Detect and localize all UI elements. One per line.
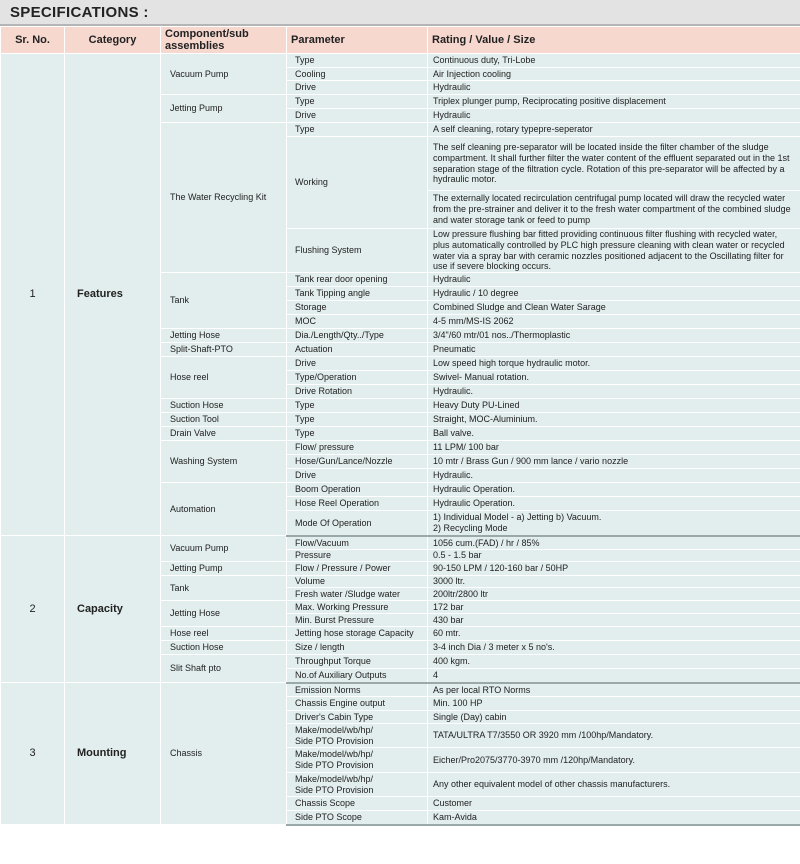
component-cell: Hose reel: [161, 627, 287, 641]
rating-cell: Straight, MOC-Aluminium.: [428, 413, 800, 427]
rating-cell: 430 bar: [428, 614, 800, 627]
component-cell: Suction Hose: [161, 641, 287, 655]
sr-no-cell: 3: [1, 683, 65, 825]
parameter-line: Side PTO Provision: [295, 784, 374, 795]
parameter-cell: [287, 773, 428, 797]
component-cell: Chassis: [161, 683, 287, 825]
parameter-cell: Type/Operation: [287, 371, 428, 385]
rating-line: 1) Individual Model - a) Jetting b) Vacuum.: [433, 512, 602, 523]
parameter-cell: MOC: [287, 315, 428, 329]
parameter-line: Side PTO Provision: [295, 760, 374, 771]
component-cell: The Water Recycling Kit: [161, 123, 287, 273]
parameter-cell: Chassis Scope: [287, 797, 428, 811]
parameter-cell: Working: [287, 137, 428, 229]
parameter-cell: Volume: [287, 576, 428, 588]
rating-cell: Eicher/Pro2075/3770-3970 mm /120hp/Mandatory.: [428, 748, 800, 773]
rating-cell: Hydraulic: [428, 81, 800, 95]
rating-cell: Hydraulic / 10 degree: [428, 287, 800, 301]
component-cell: Jetting Pump: [161, 95, 287, 123]
table-row: [1, 54, 800, 68]
parameter-line: Make/model/wb/hp/: [295, 724, 374, 735]
parameter-cell: Tank rear door opening: [287, 273, 428, 287]
parameter-cell: Boom Operation: [287, 483, 428, 497]
rating-cell: Min. 100 HP: [428, 697, 800, 711]
parameter-cell: Dia./Length/Qty../Type: [287, 329, 428, 343]
parameter-cell: Mode Of Operation: [287, 511, 428, 536]
parameter-cell: [287, 748, 428, 773]
parameter-cell: Fresh water /Sludge water: [287, 588, 428, 601]
header-component: Component/sub assemblies: [161, 27, 287, 54]
parameter-cell: [287, 724, 428, 748]
rating-cell: 1056 cum.(FAD) / hr / 85%: [428, 536, 800, 550]
specifications-table: [0, 26, 800, 826]
parameter-line: Make/model/wb/hp/: [295, 749, 374, 760]
rating-cell: 3000 ltr.: [428, 576, 800, 588]
component-cell: Jetting Pump: [161, 562, 287, 576]
rating-cell: Ball valve.: [428, 427, 800, 441]
rating-cell: 11 LPM/ 100 bar: [428, 441, 800, 455]
rating-cell: As per local RTO Norms: [428, 683, 800, 697]
category-cell: Features: [65, 54, 161, 536]
parameter-cell: Emission Norms: [287, 683, 428, 697]
rating-cell: Hydraulic.: [428, 385, 800, 399]
parameter-cell: Min. Burst Pressure: [287, 614, 428, 627]
rating-cell: 10 mtr / Brass Gun / 900 mm lance / vario nozzle: [428, 455, 800, 469]
rating-cell: 4-5 mm/MS-IS 2062: [428, 315, 800, 329]
component-cell: Drain Valve: [161, 427, 287, 441]
parameter-cell: Max. Working Pressure: [287, 601, 428, 614]
parameter-cell: Flow / Pressure / Power: [287, 562, 428, 576]
parameter-cell: Drive: [287, 357, 428, 371]
rating-cell: 3/4"/60 mtr/01 nos../Thermoplastic: [428, 329, 800, 343]
rating-cell: 4: [428, 669, 800, 683]
parameter-cell: Type: [287, 95, 428, 109]
sr-no-cell: 1: [1, 54, 65, 536]
sr-no-cell: 2: [1, 536, 65, 683]
parameter-cell: Chassis Engine output: [287, 697, 428, 711]
rating-cell: Hydraulic: [428, 273, 800, 287]
component-cell: Hose reel: [161, 357, 287, 399]
rating-cell: Swivel- Manual rotation.: [428, 371, 800, 385]
component-cell: Jetting Hose: [161, 601, 287, 627]
category-cell: Mounting: [65, 683, 161, 825]
rating-cell: 3-4 inch Dia / 3 meter x 5 no's.: [428, 641, 800, 655]
parameter-cell: Pressure: [287, 550, 428, 562]
parameter-cell: Tank Tipping angle: [287, 287, 428, 301]
rating-cell: Customer: [428, 797, 800, 811]
rating-cell: The self cleaning pre-separator will be located inside the filter chamber of the sludge compartment. It shall further filter the water content of the effluent separated out in the 1st separation stage of the filtration cycle. Rotation of this pre-separator will be affected by a hydraulic motor.: [428, 137, 800, 191]
parameter-cell: Drive: [287, 81, 428, 95]
rating-cell: 0.5 - 1.5 bar: [428, 550, 800, 562]
rating-cell: 60 mtr.: [428, 627, 800, 641]
parameter-cell: Actuation: [287, 343, 428, 357]
rating-line: 2) Recycling Mode: [433, 522, 508, 533]
parameter-cell: Flow/ pressure: [287, 441, 428, 455]
table-row: [1, 683, 800, 697]
component-cell: Tank: [161, 576, 287, 601]
parameter-cell: Flow/Vacuum: [287, 536, 428, 550]
rating-cell: Low speed high torque hydraulic motor.: [428, 357, 800, 371]
parameter-cell: Drive: [287, 109, 428, 123]
header-sr-no: Sr. No.: [1, 27, 65, 54]
parameter-cell: Size / length: [287, 641, 428, 655]
component-cell: Suction Hose: [161, 399, 287, 413]
component-cell: Vacuum Pump: [161, 536, 287, 562]
rating-cell: 200ltr/2800 ltr: [428, 588, 800, 601]
parameter-cell: Jetting hose storage Capacity: [287, 627, 428, 641]
parameter-cell: Cooling: [287, 68, 428, 81]
rating-cell: [428, 511, 800, 536]
header-rating: Rating / Value / Size: [428, 27, 800, 54]
rating-cell: Combined Sludge and Clean Water Sarage: [428, 301, 800, 315]
component-cell: Suction Tool: [161, 413, 287, 427]
parameter-cell: Flushing System: [287, 229, 428, 273]
rating-cell: Pneumatic: [428, 343, 800, 357]
component-cell: Washing System: [161, 441, 287, 483]
parameter-cell: No.of Auxiliary Outputs: [287, 669, 428, 683]
parameter-cell: Type: [287, 54, 428, 68]
parameter-cell: Hose Reel Operation: [287, 497, 428, 511]
component-cell: Automation: [161, 483, 287, 536]
parameter-cell: Driver's Cabin Type: [287, 711, 428, 724]
rating-cell: TATA/ULTRA T7/3550 OR 3920 mm /100hp/Mandatory.: [428, 724, 800, 748]
parameter-cell: Side PTO Scope: [287, 811, 428, 825]
rating-cell: Heavy Duty PU-Lined: [428, 399, 800, 413]
rating-cell: 400 kgm.: [428, 655, 800, 669]
parameter-cell: Drive: [287, 469, 428, 483]
parameter-line: Make/model/wb/hp/: [295, 773, 374, 784]
component-cell: Slit Shaft pto: [161, 655, 287, 683]
page-title: SPECIFICATIONS :: [0, 0, 800, 26]
rating-cell: A self cleaning, rotary typepre-seperator: [428, 123, 800, 137]
parameter-cell: Type: [287, 399, 428, 413]
header-parameter: Parameter: [287, 27, 428, 54]
rating-cell: Low pressure flushing bar fitted providing continuous filter flushing with recycled water, plus automatically controlled by PLC high pressure cleaning with clean water or recycled water via a spray bar with ceramic nozzles positioned adjacent to the Oscillating filter for use if severe blocking occurs.: [428, 229, 800, 273]
component-cell: Split-Shaft-PTO: [161, 343, 287, 357]
rating-cell: Hydraulic: [428, 109, 800, 123]
category-cell: Capacity: [65, 536, 161, 683]
component-cell: Jetting Hose: [161, 329, 287, 343]
component-cell: Vacuum Pump: [161, 54, 287, 95]
parameter-cell: Type: [287, 413, 428, 427]
rating-cell: Triplex plunger pump, Reciprocating positive displacement: [428, 95, 800, 109]
rating-cell: Hydraulic Operation.: [428, 483, 800, 497]
table-body: [1, 54, 800, 825]
rating-cell: Air Injection cooling: [428, 68, 800, 81]
table-row: [1, 536, 800, 550]
rating-cell: Kam-Avida: [428, 811, 800, 825]
parameter-line: Side PTO Provision: [295, 735, 374, 746]
rating-cell: Hydraulic.: [428, 469, 800, 483]
parameter-cell: Throughput Torque: [287, 655, 428, 669]
rating-cell: Single (Day) cabin: [428, 711, 800, 724]
parameter-cell: Drive Rotation: [287, 385, 428, 399]
rating-cell: The externally located recirculation centrifugal pump located will draw the recycled water from the pre-strainer and deliver it to the fresh water compartment of the combined sludge and water storage tank or feed to pump: [428, 191, 800, 229]
table-header-row: [1, 27, 800, 54]
rating-cell: Hydraulic Operation.: [428, 497, 800, 511]
parameter-cell: Storage: [287, 301, 428, 315]
rating-cell: Continuous duty, Tri-Lobe: [428, 54, 800, 68]
rating-cell: 172 bar: [428, 601, 800, 614]
header-category: Category: [65, 27, 161, 54]
rating-cell: 90-150 LPM / 120-160 bar / 50HP: [428, 562, 800, 576]
component-cell: Tank: [161, 273, 287, 329]
parameter-cell: Type: [287, 427, 428, 441]
parameter-cell: Hose/Gun/Lance/Nozzle: [287, 455, 428, 469]
rating-cell: Any other equivalent model of other chassis manufacturers.: [428, 773, 800, 797]
parameter-cell: Type: [287, 123, 428, 137]
